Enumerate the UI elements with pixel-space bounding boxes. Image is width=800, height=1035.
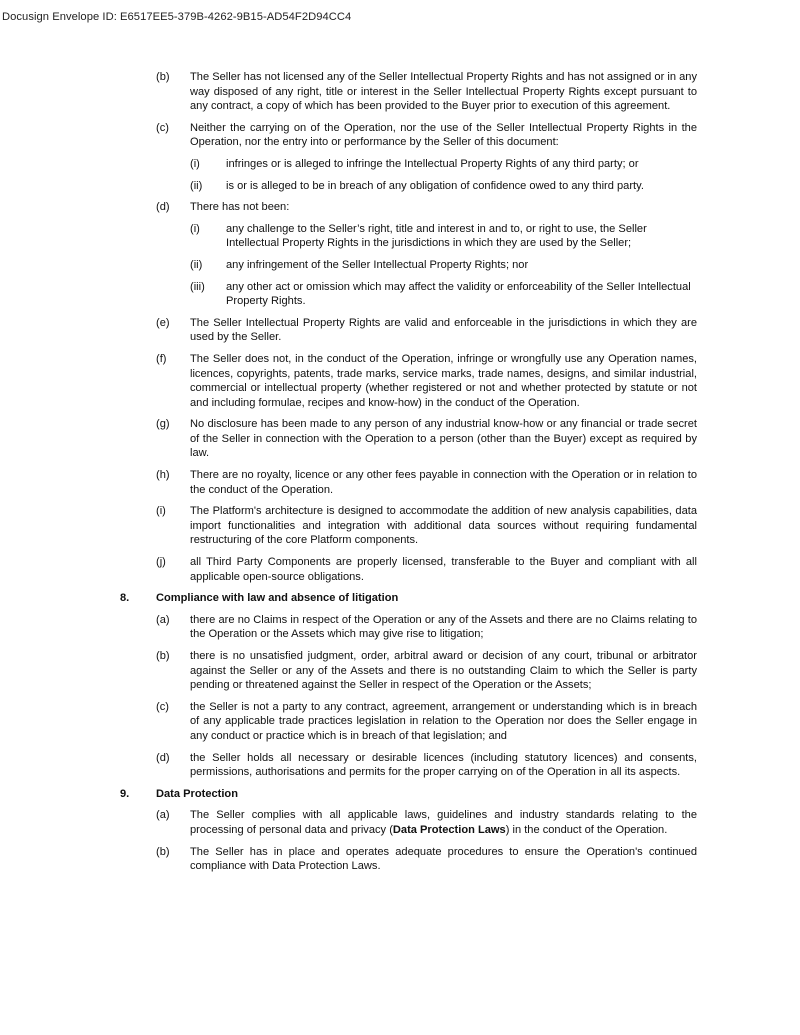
clause-c	[0, 121, 800, 150]
clause-text: The Seller has not licensed any of the Seller Intellectual Property Rights and has not assigned or in any way disposed of any right, title or interest in the Seller Intellectual Property Rights except pursuant to any contract, a copy of which has been provided to the Buyer prior to execution of this agreement.	[190, 71, 697, 113]
section-8-clause-b	[0, 649, 800, 693]
subclause-text: any infringement of the Seller Intellectual Property Rights; nor	[226, 258, 529, 271]
section-title: Compliance with law and absence of litigation	[156, 592, 399, 605]
subclause-d-ii	[0, 258, 800, 273]
clause-label: (i)	[156, 505, 166, 518]
section-number: 9.	[120, 787, 130, 800]
section-8-clause-a	[0, 613, 800, 642]
subclause-label: (ii)	[190, 258, 203, 271]
clause-i	[0, 504, 800, 548]
subclause-c-i	[0, 157, 800, 172]
subclause-label: (i)	[190, 157, 200, 170]
section-number: 8.	[120, 592, 130, 605]
clause-g	[0, 417, 800, 461]
clause-text: The Platform's architecture is designed to accommodate the addition of new analysis capabilities, data import functionalities and integration with additional data sources without requiring fundamental restructuring of the core Platform components.	[190, 505, 697, 547]
section-title: Data Protection	[156, 787, 238, 800]
clause-label: (f)	[156, 352, 167, 365]
subclause-text: any other act or omission which may affect the validity or enforceability of the Seller Intellectual Property Rights.	[226, 280, 691, 308]
clause-label: (d)	[156, 751, 170, 764]
section-8-clause-c	[0, 700, 800, 744]
clause-text	[190, 808, 697, 837]
clause-text: The Seller does not, in the conduct of the Operation, infringe or wrongfully use any Operation names, licences, copyrights, patents, trade marks, service marks, trade names, designs, and similar industrial, commercial or intellectual property (whether registered or not and whether protected by statute or not and including formulae, recipes and know-how) in the conduct of the Operation.	[190, 352, 697, 409]
subclause-label: (iii)	[190, 280, 205, 293]
clause-f	[0, 352, 800, 410]
clause-text: The Seller has in place and operates adequate procedures to ensure the Operation's continued compliance with Data Protection Laws.	[190, 845, 697, 873]
clause-label: (a)	[156, 809, 170, 822]
clause-label: (c)	[156, 700, 169, 713]
clause-text: The Seller Intellectual Property Rights are valid and enforceable in the jurisdictions in which they are used by the Seller.	[190, 316, 697, 344]
subclause-d-iii	[0, 280, 800, 309]
clause-d	[0, 200, 800, 215]
clause-text: there is no unsatisfied judgment, order, arbitral award or decision of any court, tribunal or arbitrator against the Seller or any of the Assets and there is no outstanding Claim to which the Seller is party pending or threatened against the Seller in respect of the Operation or the Assets;	[190, 650, 697, 692]
clause-text: No disclosure has been made to any person of any industrial know-how or any financial or trade secret of the Seller in connection with the Operation to a person (other than the Buyer) except as required by law.	[190, 418, 697, 460]
subclause-c-ii	[0, 179, 800, 194]
clause-label: (c)	[156, 121, 169, 134]
subclause-text: infringes or is alleged to infringe the Intellectual Property Rights of any third party; or	[226, 157, 639, 170]
clause-text-before: The Seller complies with all applicable laws, guidelines and industry standards relating to the processing of personal data and privacy (	[190, 809, 697, 836]
subclause-d-i	[0, 222, 800, 251]
section-8-clause-d	[0, 751, 800, 780]
document-body	[0, 70, 800, 881]
clause-label: (b)	[156, 650, 170, 662]
clause-label: (e)	[156, 316, 170, 329]
defined-term: Data Protection Laws	[392, 823, 506, 836]
clause-text: all Third Party Components are properly licensed, transferable to the Buyer and compliant with all applicable open-source obligations.	[190, 556, 697, 583]
clause-label: (a)	[156, 613, 170, 626]
subclause-text: any challenge to the Seller’s right, title and interest in and to, or right to use, the Seller Intellectual Property Rights in the jurisdictions in which they are used by the Seller;	[226, 222, 647, 250]
clause-label: (g)	[156, 418, 170, 431]
clause-b	[0, 70, 800, 114]
clause-h	[0, 468, 800, 497]
subclause-label: (i)	[190, 222, 200, 235]
clause-text: Neither the carrying on of the Operation, nor the use of the Seller Intellectual Property Rights in the Operation, nor the entry into or performance by the Seller of this document:	[190, 121, 697, 149]
clause-label: (b)	[156, 71, 170, 83]
clause-e	[0, 316, 800, 345]
clause-label: (j)	[156, 556, 166, 569]
docusign-envelope-id: Docusign Envelope ID: E6517EE5-379B-4262-9B15-AD54F2D94CC4	[2, 11, 352, 23]
clause-label: (b)	[156, 845, 170, 858]
clause-text: the Seller holds all necessary or desirable licences (including statutory licences) and consents, permissions, authorisations and permits for the proper carrying on of the Operation in all its aspects.	[190, 751, 697, 779]
clause-label: (d)	[156, 201, 170, 214]
section-9-clause-a	[0, 808, 800, 837]
clause-text-after: ) in the conduct of the Operation.	[505, 823, 668, 836]
subclause-label: (ii)	[190, 179, 203, 192]
clause-label: (h)	[156, 469, 170, 482]
section-9-heading	[0, 787, 800, 802]
clause-text: There has not been:	[190, 201, 290, 214]
clause-text: there are no Claims in respect of the Operation or any of the Assets and there are no Claims relating to the Operation or the Assets which may give rise to litigation;	[190, 613, 697, 641]
clause-text: There are no royalty, licence or any other fees payable in connection with the Operation or in relation to the conduct of the Operation.	[190, 469, 697, 496]
clause-j	[0, 555, 800, 584]
section-9-clause-b	[0, 845, 800, 874]
subclause-text: is or is alleged to be in breach of any obligation of confidence owed to any third party.	[226, 179, 644, 192]
section-8-heading	[0, 591, 800, 606]
clause-text: the Seller is not a party to any contract, agreement, arrangement or understanding which is in breach of any applicable trade practices legislation in relation to the Operation nor does the Seller engage in any conduct or practice which is in breach of that legislation; and	[190, 700, 697, 742]
